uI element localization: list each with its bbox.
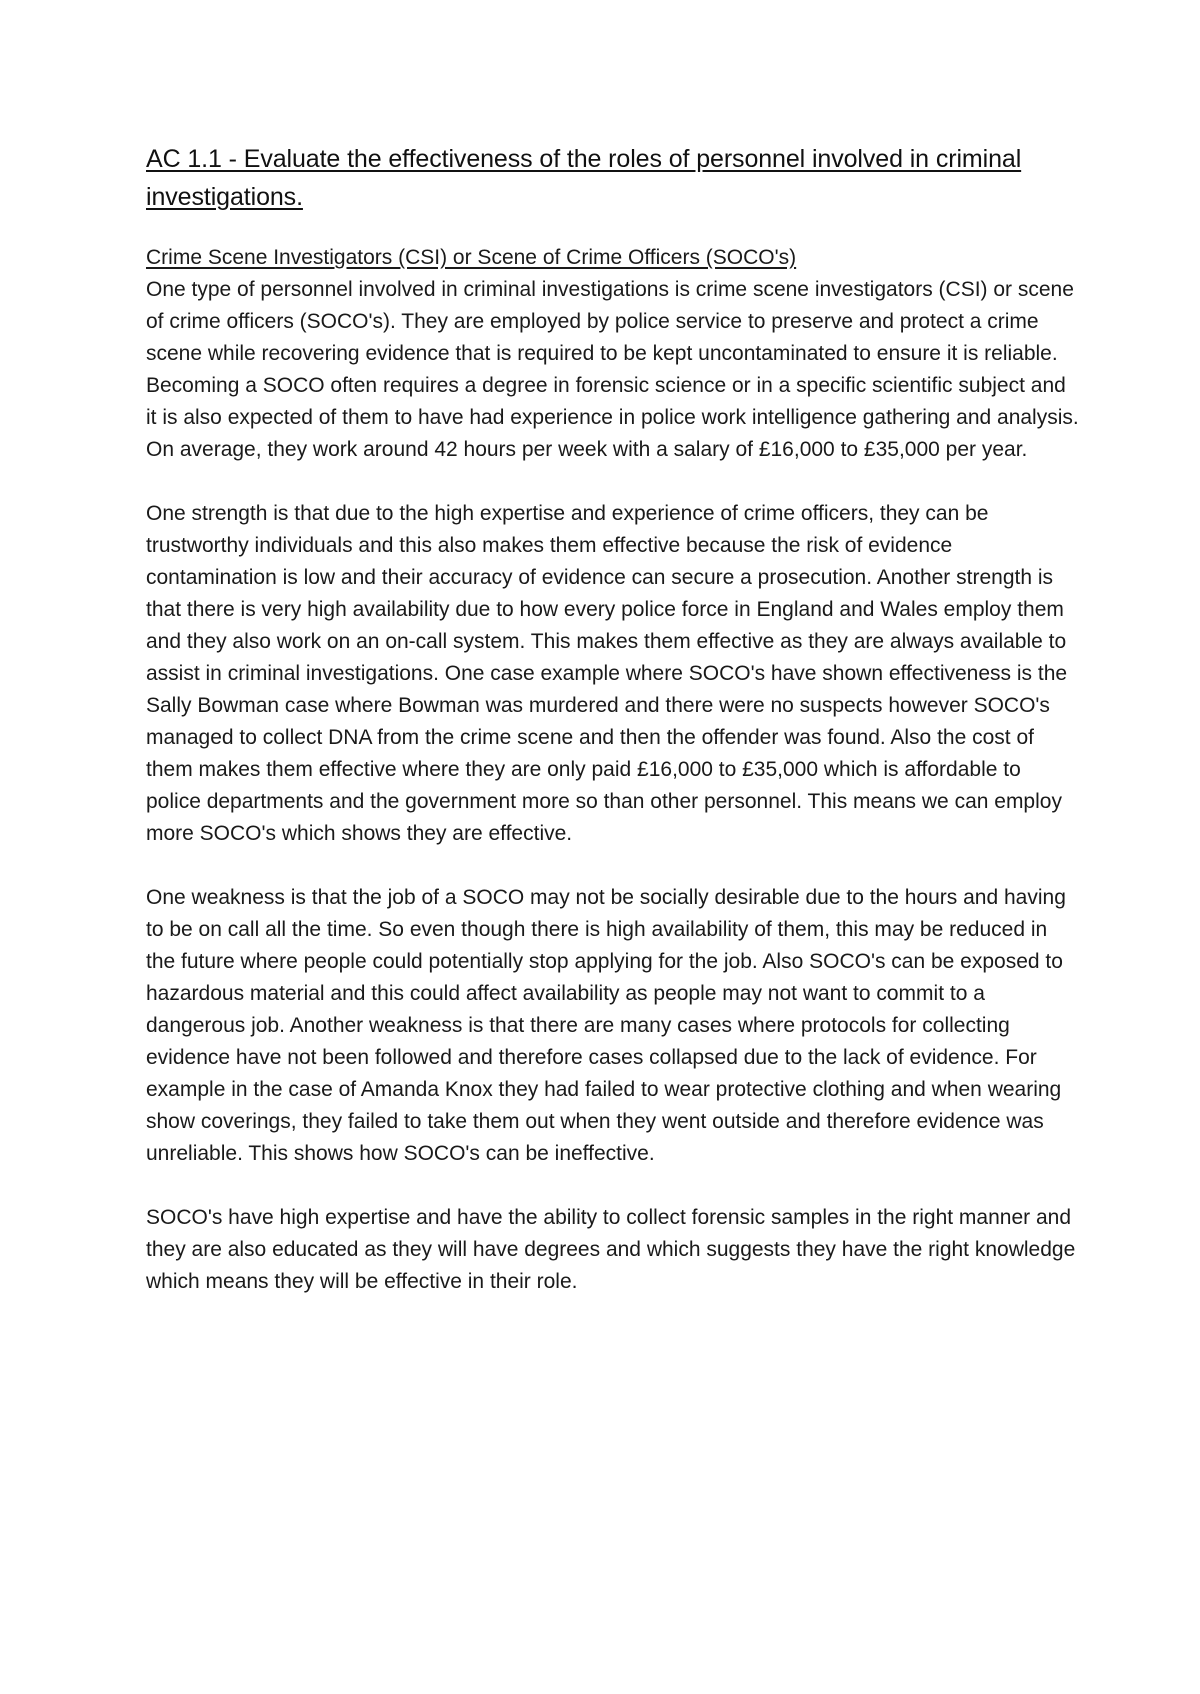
paragraph-strengths: One strength is that due to the high expertise and experience of crime officers, they can be trustworthy individuals and this also makes them effective because the risk of evidence contamination is low and their accuracy of evidence can secure a prosecution. Another strength is that there is very high availability due to how every police force in England and Wales employ them and they also work on an on-call system. This makes them effective as they are always available to assist in criminal investigations. One case example where SOCO's have shown effectiveness is the Sally Bowman case where Bowman was murdered and there were no suspects however SOCO's managed to collect DNA from the crime scene and then the offender was found. Also the cost of them makes them effective where they are only paid £16,000 to £35,000 which is affordable to police departments and the government more so than other personnel. This means we can employ more SOCO's which shows they are effective. (146, 502, 1068, 845)
document-title: AC 1.1 - Evaluate the effectiveness of the roles of personnel involved in criminal investigations. (146, 145, 1022, 211)
section-heading: Crime Scene Investigators (CSI) or Scene of Crime Officers (SOCO's) (146, 246, 797, 269)
paragraph-weaknesses: One weakness is that the job of a SOCO may not be socially desirable due to the hours and having to be on call all the time. So even though there is high availability of them, this may be reduced in the future where people could potentially stop applying for the job. Also SOCO's can be exposed to hazardous material and this could affect availability as people may not want to commit to a dangerous job. Another weakness is that there are many cases where protocols for collecting evidence have not been followed and therefore cases collapsed due to the lack of evidence. For example in the case of Amanda Knox they had failed to wear protective clothing and when wearing show coverings, they failed to take them out when they went outside and therefore evidence was unreliable. This shows how SOCO's can be ineffective. (146, 886, 1066, 1165)
paragraph-conclusion: SOCO's have high expertise and have the ability to collect forensic samples in the right manner and they are also educated as they will have degrees and which suggests they have the right knowledge which means they will be effective in their role. (146, 1206, 1076, 1293)
paragraph-intro: One type of personnel involved in criminal investigations is crime scene investigators (CSI) or scene of crime officers (SOCO's). They are employed by police service to preserve and protect a crime scene while recovering evidence that is required to be kept uncontaminated to ensure it is reliable. (146, 278, 1074, 365)
paragraph-requirements: Becoming a SOCO often requires a degree in forensic science or in a specific scientific subject and it is also expected of them to have had experience in police work intelligence gathering and analysis. On average, they work around 42 hours per week with a salary of £16,000 to £35,000 per year. (146, 374, 1079, 461)
document-page (146, 140, 1081, 1298)
